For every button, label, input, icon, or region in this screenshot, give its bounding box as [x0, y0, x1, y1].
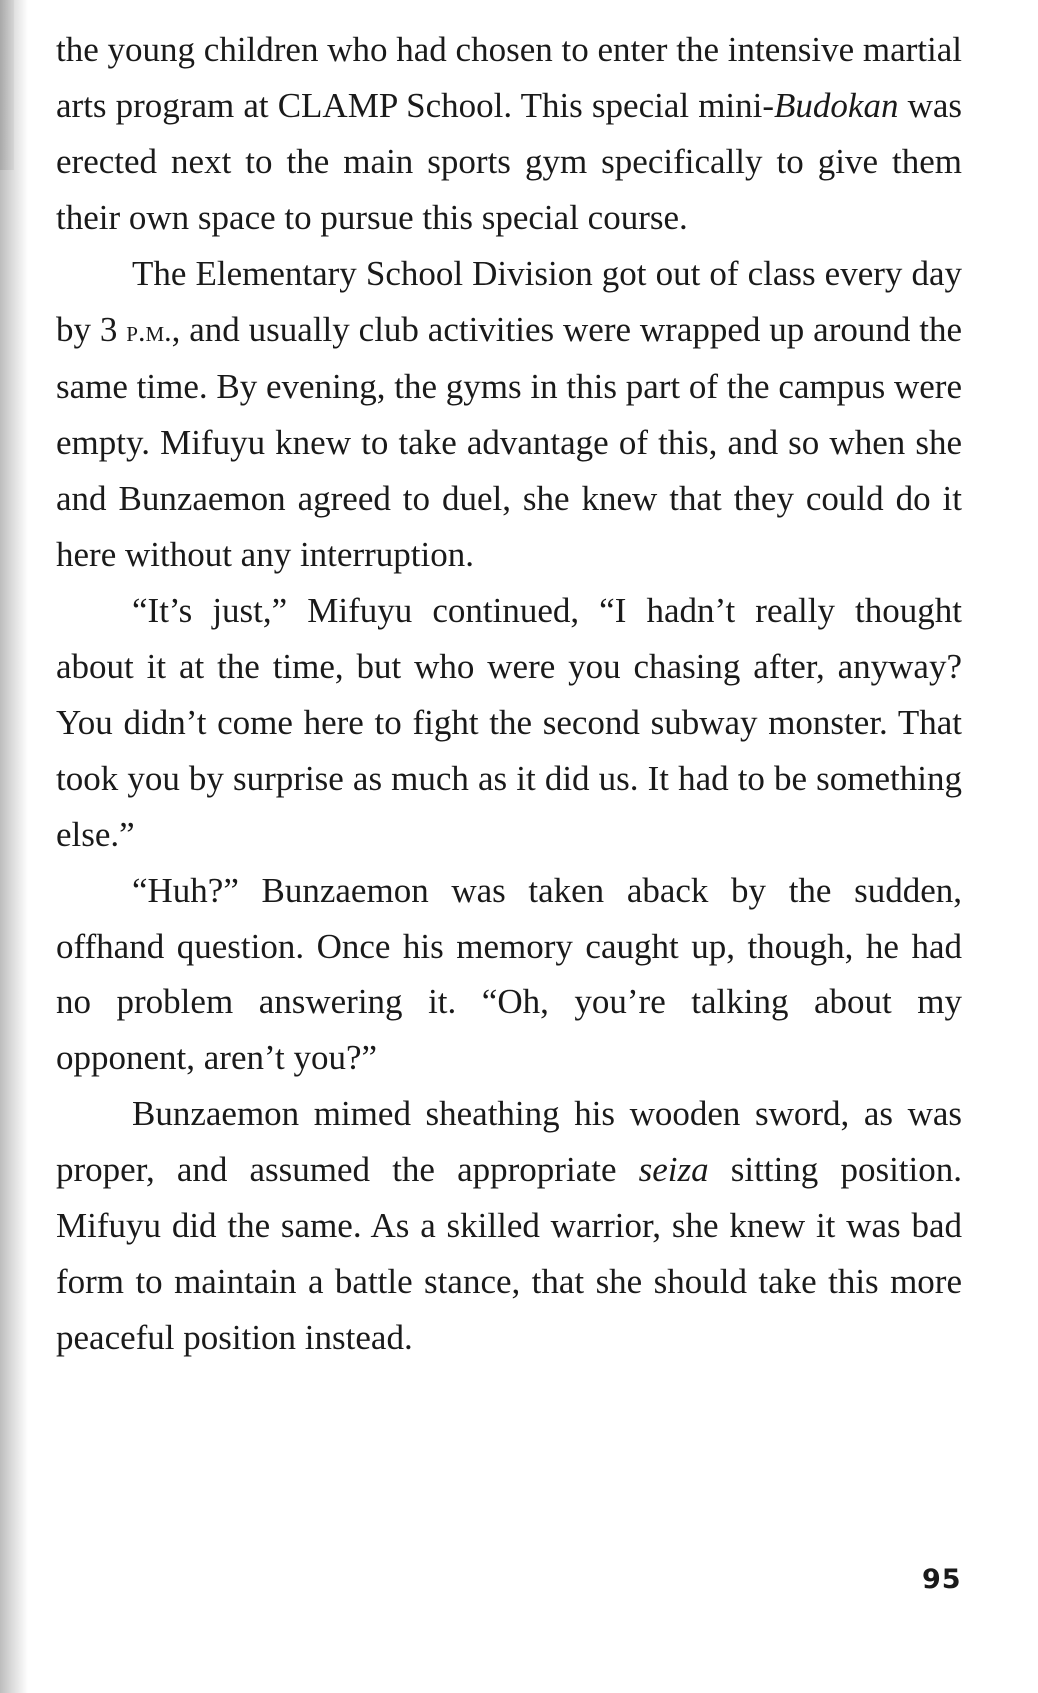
text-segment: Bunzaemon mimed sheathing his wooden sword, as was proper, and assumed the appropriate: [56, 1094, 962, 1190]
page-number: 95: [922, 1564, 962, 1595]
text-segment: sitting position. Mifuyu did the same. As a skilled warrior, she knew it was bad form to maintain a battle stance, that she should take this more peaceful position instead.: [56, 1150, 962, 1357]
page-gutter-edge: [0, 0, 14, 170]
paragraph-5: [56, 1086, 962, 1366]
paragraph-4: [56, 863, 962, 1087]
body-text: [56, 22, 962, 1366]
text-segment: the young children who had chosen to enter the intensive martial arts program at CLAMP School. This special mini-: [56, 30, 962, 125]
text-segment: The Elementary School Division got out of class every day by 3: [56, 253, 962, 349]
paragraph-1: [56, 22, 962, 246]
text-segment: , and usually club activities were wrapped up around the same time. By evening, the gyms in this part of the campus were empty. Mifuyu knew to take advantage of this, and so when she and Bunzaemon agreed to duel, she knew that they could do it here without any interruption.: [56, 309, 962, 575]
text-segment-italic: seiza: [638, 1150, 709, 1190]
text-segment: was erected next to the main sports gym specifically to give them their own space to pursue this special course.: [56, 85, 962, 237]
text-segment-smallcaps: p.m.: [126, 314, 172, 348]
page-gutter-shadow: [0, 0, 28, 1693]
text-segment: “It’s just,” Mifuyu continued, “I hadn’t really thought about it at the time, but who were you chasing after, anyway? You didn’t come here to fight the second subway monster. That took you by surprise as much as it did us. It had to be something else.”: [56, 591, 962, 854]
text-segment-italic: Budokan: [774, 85, 899, 125]
text-segment: “Huh?” Bunzaemon was taken aback by the sudden, offhand question. Once his memory caught up, though, he had no problem answering it. “Oh, you’re talking about my opponent, aren’t you?”: [56, 870, 962, 1078]
paragraph-3: [56, 583, 962, 863]
paragraph-2: [56, 246, 962, 583]
